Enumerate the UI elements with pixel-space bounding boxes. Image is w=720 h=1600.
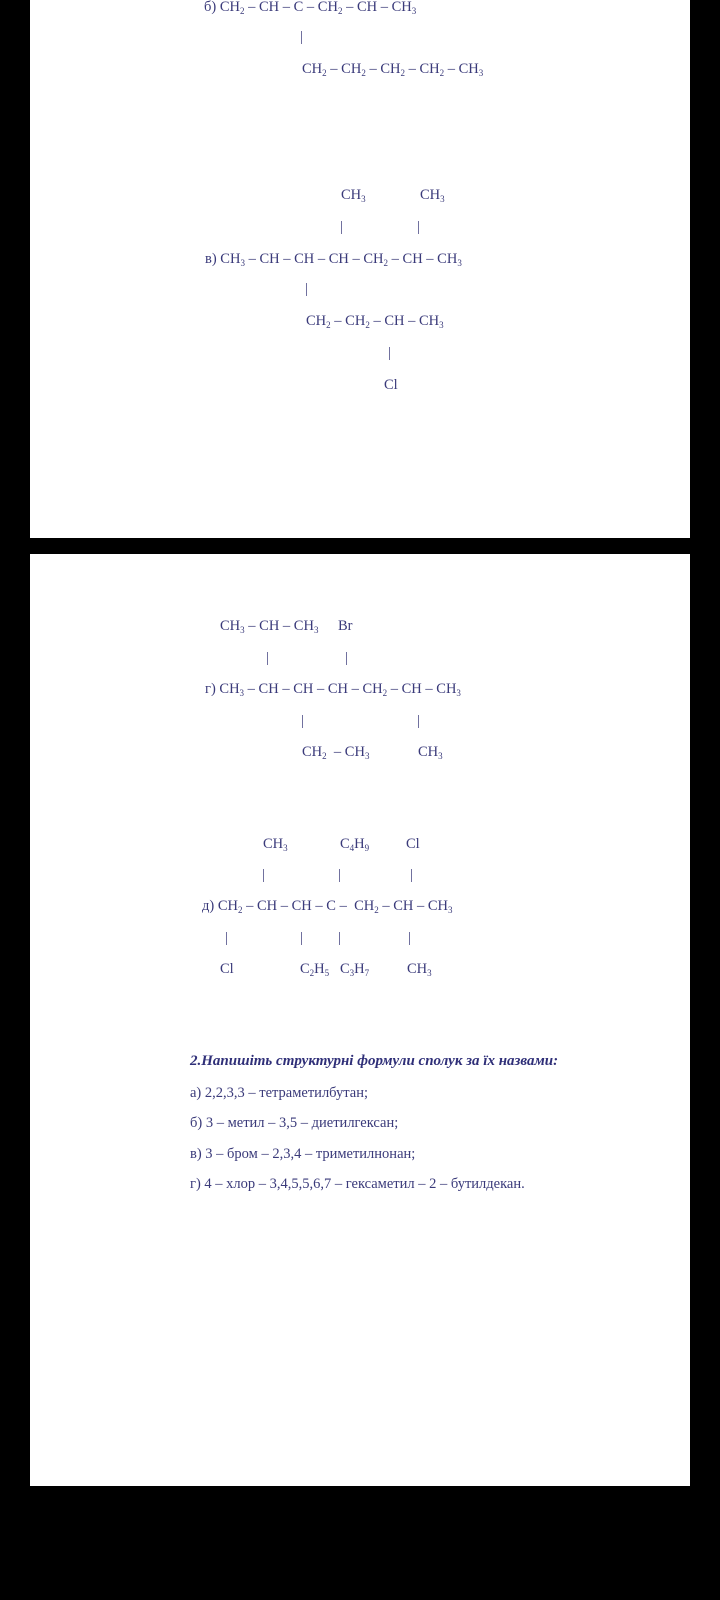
formula-g-top-bond-left: | — [266, 650, 269, 666]
document-page-1 — [30, 0, 690, 538]
formula-d-bottom-bond-2: | — [300, 930, 303, 946]
formula-d-bottom-bond-1: | — [225, 930, 228, 946]
formula-v-branch: $CH_2 - CH_2$ – CH – $CH_3$ — [306, 313, 444, 330]
formula-g-bottom-right-substituent: $CH_3$ — [418, 744, 443, 761]
formula-d-top-substituent-1: $CH_3$ — [263, 836, 288, 853]
task-2-item-b: б) 3 – метил – 3,5 – диетилгексан; — [190, 1115, 399, 1131]
formula-g-top-bromine: Br — [338, 618, 353, 634]
formula-b-bond: | — [300, 29, 303, 45]
formula-d-top-bond-3: | — [410, 867, 413, 883]
formula-v-top-left-substituent: $CH_3$ — [341, 187, 366, 204]
formula-v-main-chain: в) $CH_3$ – CH – CH – CH – $CH_2$ – CH – $CH_3$ — [205, 251, 462, 268]
formula-v-top-bond-left: | — [340, 219, 343, 235]
formula-v-bottom-bond: | — [305, 281, 308, 297]
formula-d-main-chain: д) $CH_2$ – CH – CH – C – $CH_2$ – CH – $CH_3$ — [202, 898, 453, 915]
formula-g-top-bond-right: | — [345, 650, 348, 666]
formula-g-bottom-bond-left: | — [301, 713, 304, 729]
formula-d-top-bond-1: | — [262, 867, 265, 883]
formula-g-main-chain: г) $CH_3$ – CH – CH – CH – $CH_2$ – CH – $CH_3$ — [205, 681, 461, 698]
formula-d-bottom-substituent-2: $C_2H_5$ — [300, 961, 330, 978]
formula-g-top-chain: $CH_3$ – CH – $CH_3$ — [220, 618, 319, 635]
formula-d-bottom-substituent-1: Cl — [220, 961, 234, 977]
formula-v-top-bond-right: | — [417, 219, 420, 235]
task-2-heading: 2.Напишіть структурні формули сполук за їх назвами: — [190, 1053, 559, 1069]
formula-v-cl-bond: | — [388, 345, 391, 361]
formula-b-main-chain: б) $CH_2$ – CH – C – $CH_2$ – CH – $CH_3$ — [204, 0, 417, 16]
document-page-2 — [30, 554, 690, 1486]
formula-d-top-bond-2: | — [338, 867, 341, 883]
formula-d-top-substituent-3: Cl — [406, 836, 420, 852]
formula-d-bottom-bond-3: | — [338, 930, 341, 946]
task-2-item-a: а) 2,2,3,3 – тетраметилбутан; — [190, 1085, 368, 1101]
formula-v-top-right-substituent: $CH_3$ — [420, 187, 445, 204]
formula-g-bottom-left-substituent: $CH_2 - CH_3$ — [302, 744, 370, 761]
formula-d-bottom-substituent-3: $C_3H_7$ — [340, 961, 370, 978]
formula-d-bottom-bond-4: | — [408, 930, 411, 946]
formula-d-top-substituent-2: $C_4H_9$ — [340, 836, 370, 853]
formula-d-bottom-substituent-4: $CH_3$ — [407, 961, 432, 978]
task-2-item-g: г) 4 – хлор – 3,4,5,5,6,7 – гексаметил – 2 – бутилдекан. — [190, 1176, 525, 1192]
formula-g-bottom-bond-right: | — [417, 713, 420, 729]
formula-v-chlorine: Cl — [384, 377, 398, 393]
formula-b-branch: $CH_2 - CH_2 - CH_2 - CH_2 - CH_3$ — [302, 61, 484, 78]
task-2-item-v: в) 3 – бром – 2,3,4 – триметилнонан; — [190, 1146, 416, 1162]
